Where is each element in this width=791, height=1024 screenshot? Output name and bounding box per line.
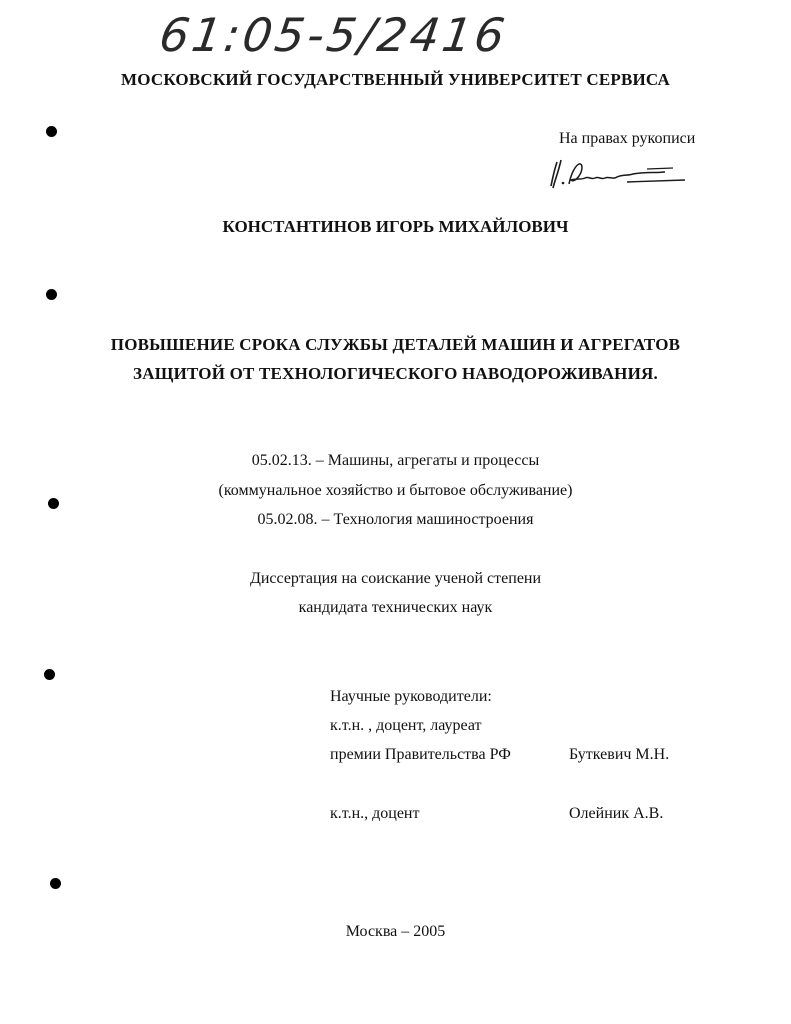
supervisor-1-title-line-1: к.т.н. , доцент, лауреат: [330, 717, 482, 734]
specialty-line-1: 05.02.13. – Машины, агрегаты и процессы: [251, 452, 540, 469]
city-year: Москва – 2005: [345, 923, 446, 940]
supervisor-2-title: к.т.н., доцент: [330, 805, 420, 822]
supervisor-1-title-line-2: премии Правительства РФ: [330, 746, 511, 763]
author-name: КОНСТАНТИНОВ ИГОРЬ МИХАЙЛОВИЧ: [222, 217, 569, 236]
signature-icon: [543, 156, 693, 192]
university-name: МОСКОВСКИЙ ГОСУДАРСТВЕННЫЙ УНИВЕРСИТЕТ СЕРВИСА: [120, 70, 671, 89]
supervisor-2-name: Олейник А.В.: [569, 805, 664, 822]
binder-hole-icon: [44, 669, 55, 680]
binder-hole-icon: [46, 126, 57, 137]
archive-number-handwritten: 61:05-5/2416: [156, 8, 511, 62]
binder-hole-icon: [46, 289, 57, 300]
dissertation-title-line-2: ЗАЩИТОЙ ОТ ТЕХНОЛОГИЧЕСКОГО НАВОДОРОЖИВАНИЯ.: [133, 364, 658, 383]
binder-hole-icon: [50, 878, 61, 889]
supervisor-1-name: Буткевич М.Н.: [569, 746, 670, 763]
binder-hole-icon: [48, 498, 59, 509]
degree-line-1: Диссертация на соискание ученой степени: [249, 570, 542, 587]
manuscript-rights-label: На правах рукописи: [559, 130, 696, 147]
supervisors-heading: Научные руководители:: [330, 688, 492, 705]
specialty-line-2: (коммунальное хозяйство и бытовое обслуживание): [218, 482, 573, 499]
degree-line-2: кандидата технических наук: [298, 599, 493, 616]
specialty-line-3: 05.02.08. – Технология машиностроения: [257, 511, 534, 528]
dissertation-title-line-1: ПОВЫШЕНИЕ СРОКА СЛУЖБЫ ДЕТАЛЕЙ МАШИН И АГРЕГАТОВ: [110, 335, 681, 354]
